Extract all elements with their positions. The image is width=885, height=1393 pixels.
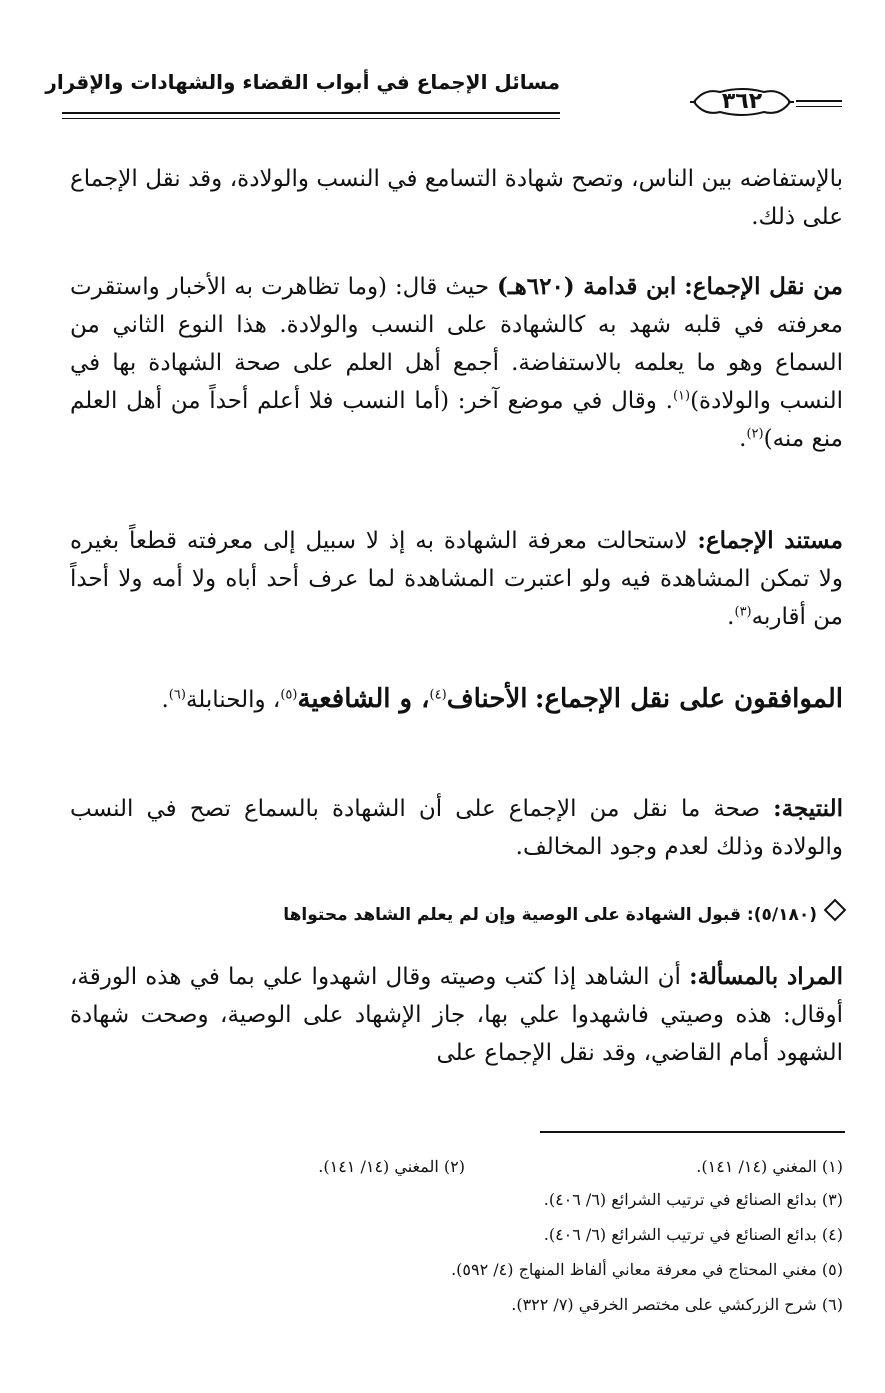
footnote-2: (٢) المغني (١٤/ ١٤١).	[318, 1157, 465, 1176]
paragraph-intro: بالإستفاضه بين الناس، وتصح شهادة التسامع في النسب والولادة، وقد نقل الإجماع على ذلك.	[70, 166, 843, 230]
section-heading-text: (٥/١٨٠): قبول الشهادة على الوصية وإن لم يعلم الشاهد محتواها	[283, 905, 817, 925]
sentence-end: .	[161, 687, 169, 713]
school-hanafi: الأحناف	[446, 684, 528, 714]
quote-text-2: . وقال في موضع آخر: (أما النسب فلا أعلم أحداً من أهل العلم منع منه)	[70, 388, 843, 452]
footnote-ref-2[interactable]: (٢)	[746, 426, 764, 442]
running-header-title: مسائل الإجماع في أبواب القضاء والشهادات والإقرار	[45, 70, 560, 94]
lead-transmitters: من نقل الإجماع:	[684, 273, 844, 300]
diamond-bullet-icon	[824, 899, 847, 922]
footnote-ref-3[interactable]: (٣)	[734, 604, 752, 620]
footnote-1: (١) المغني (١٤/ ١٤١).	[696, 1157, 843, 1176]
lead-result: النتيجة:	[773, 795, 843, 822]
scholar-name: ابن قدامة (٦٢٠هـ)	[496, 273, 677, 300]
footnote-ref-6[interactable]: (٦)	[168, 687, 186, 703]
footnote-ref-4[interactable]: (٤)	[429, 687, 447, 703]
lead-agreeing: الموافقون على نقل الإجماع:	[534, 684, 843, 714]
lead-basis: مستند الإجماع:	[697, 527, 843, 554]
school-shafii: ، و الشافعية	[297, 684, 430, 714]
footnote-3: (٣) بدائع الصنائع في ترتيب الشرائع (٦/ ٤٠٦).	[543, 1190, 843, 1209]
sentence-end: .	[739, 426, 747, 452]
footnote-4: (٤) بدائع الصنائع في ترتيب الشرائع (٦/ ٤٠٦).	[543, 1225, 843, 1244]
paragraph-basis	[70, 522, 843, 636]
meaning-text: أن الشاهد إذا كتب وصيته وقال اشهدوا علي بما في هذه الورقة، أوقال: هذه وصيتي فاشهدوا علي بها، جاز الإشهاد على الوصية، وصحت شهادة الشهود أمام القاضي، وقد نقل الإجماع على	[70, 964, 843, 1066]
footnote-ref-1[interactable]: (١)	[672, 388, 691, 404]
section-heading	[200, 900, 843, 930]
sentence-end: .	[727, 604, 735, 630]
header-rule-left	[62, 112, 560, 114]
footnote-ref-5[interactable]: (٥)	[280, 687, 298, 703]
paragraph-transmitters	[70, 268, 843, 458]
header-rule-right-thin	[796, 106, 842, 107]
quote-text: حيث قال: (وما تظاهرت به الأخبار واستقرت معرفته في قلبه شهد به كالشهادة على النسب والولادة. هذا النوع الثاني من السماع وهو ما يعلمه بالاستفاضة. أجمع أهل العلم على صحة الشهادة بها في النسب والولادة)	[70, 274, 843, 414]
paragraph-meaning	[70, 958, 843, 1072]
header-rule-left-thin	[62, 118, 560, 119]
footnote-separator	[540, 1131, 845, 1133]
paragraph-result	[70, 790, 843, 866]
result-text: صحة ما نقل من الإجماع على أن الشهادة بالسماع تصح في النسب والولادة وذلك لعدم وجود المخالف.	[70, 796, 843, 860]
page-number-ornament	[690, 86, 794, 118]
footnote-5: (٥) مغني المحتاج في معرفة معاني ألفاظ المنهاج (٤/ ٥٩٢).	[451, 1260, 843, 1279]
header-rule-right	[796, 100, 842, 102]
lead-meaning: المراد بالمسألة:	[689, 963, 844, 990]
paragraph-agreeing	[70, 680, 843, 719]
footnote-6: (٦) شرح الزركشي على مختصر الخرقي (٧/ ٣٢٢).	[511, 1295, 843, 1314]
page-number: ٣٦٢	[721, 89, 763, 114]
school-hanbali: ، والحنابلة	[185, 687, 281, 713]
basis-text: لاستحالت معرفة الشهادة به إذ لا سبيل إلى معرفته قطعاً بغيره ولا تمكن المشاهدة فيه ولو اعتبرت المشاهدة لما عرف أحد أباه ولا أمه ولا أحداً من أقاربه	[70, 528, 843, 630]
